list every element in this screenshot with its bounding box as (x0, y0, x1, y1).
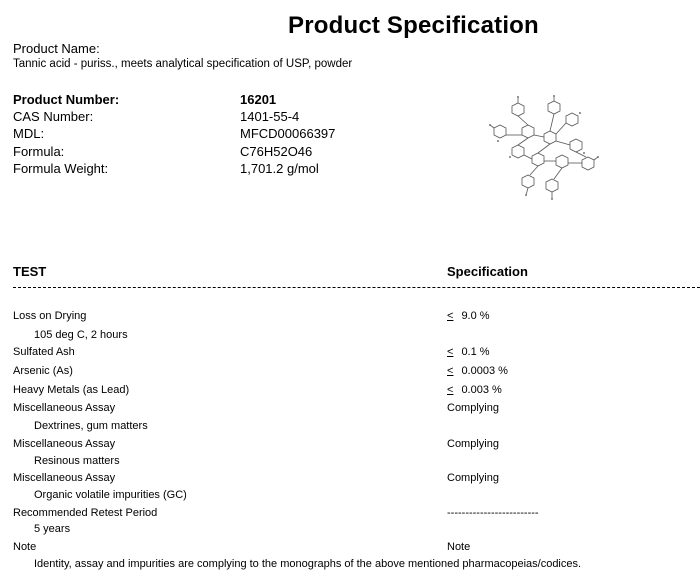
test-name: Miscellaneous Assay (13, 402, 116, 414)
formula-label: Formula: (13, 144, 65, 159)
mdl-label: MDL: (13, 126, 45, 141)
test-name: Note (13, 541, 37, 553)
product-name-label: Product Name: (13, 41, 100, 56)
product-name-value: Tannic acid - puriss., meets analytical specification of USP, powder (13, 58, 353, 70)
test-name: Loss on Drying (13, 310, 87, 322)
product-number-value: 16201 (240, 92, 277, 107)
footnote: Identity, assay and impurities are complying to the monographs of the above mentioned pharmacopeias/codices. (34, 558, 582, 570)
test-name: Arsenic (As) (13, 365, 73, 377)
product-number-label: Product Number: (13, 92, 120, 107)
spec-value (447, 365, 508, 377)
mdl-value: MFCD00066397 (240, 126, 336, 141)
test-condition: Dextrines, gum matters (34, 420, 148, 432)
spec-value: Complying (447, 472, 499, 484)
less-equal-symbol: < (447, 365, 454, 377)
spec-value: Complying (447, 402, 499, 414)
page-title: Product Specification (288, 12, 539, 39)
test-name: Recommended Retest Period (13, 507, 158, 519)
spec-value: Note (447, 541, 471, 553)
spec-value: Complying (447, 438, 499, 450)
cas-number-label: CAS Number: (13, 109, 94, 124)
test-name: Miscellaneous Assay (13, 438, 116, 450)
spec-text: 9.0 % (461, 310, 490, 322)
test-column-header: TEST (13, 264, 47, 279)
spec-value (447, 310, 490, 322)
test-name: Sulfated Ash (13, 346, 75, 358)
spec-value (447, 384, 502, 396)
header-divider (13, 287, 700, 288)
test-condition: 5 years (34, 523, 71, 535)
test-name: Heavy Metals (as Lead) (13, 384, 130, 396)
less-equal-symbol: < (447, 310, 454, 322)
test-condition: 105 deg C, 2 hours (34, 329, 128, 341)
spec-value: ------------------------- (447, 507, 539, 519)
spec-text: 0.003 % (461, 384, 502, 396)
less-equal-symbol: < (447, 346, 454, 358)
cas-number-value: 1401-55-4 (240, 109, 300, 124)
spec-value (447, 346, 490, 358)
formula-weight-value: 1,701.2 g/mol (240, 161, 319, 176)
less-equal-symbol: < (447, 384, 454, 396)
chemical-structure-icon (488, 95, 600, 203)
test-condition: Organic volatile impurities (GC) (34, 489, 187, 501)
formula-value: C76H52O46 (240, 144, 313, 159)
formula-weight-label: Formula Weight: (13, 161, 109, 176)
test-condition: Resinous matters (34, 455, 120, 467)
test-name: Miscellaneous Assay (13, 472, 116, 484)
spec-column-header: Specification (447, 264, 528, 279)
spec-text: 0.1 % (461, 346, 490, 358)
spec-text: 0.0003 % (461, 365, 508, 377)
